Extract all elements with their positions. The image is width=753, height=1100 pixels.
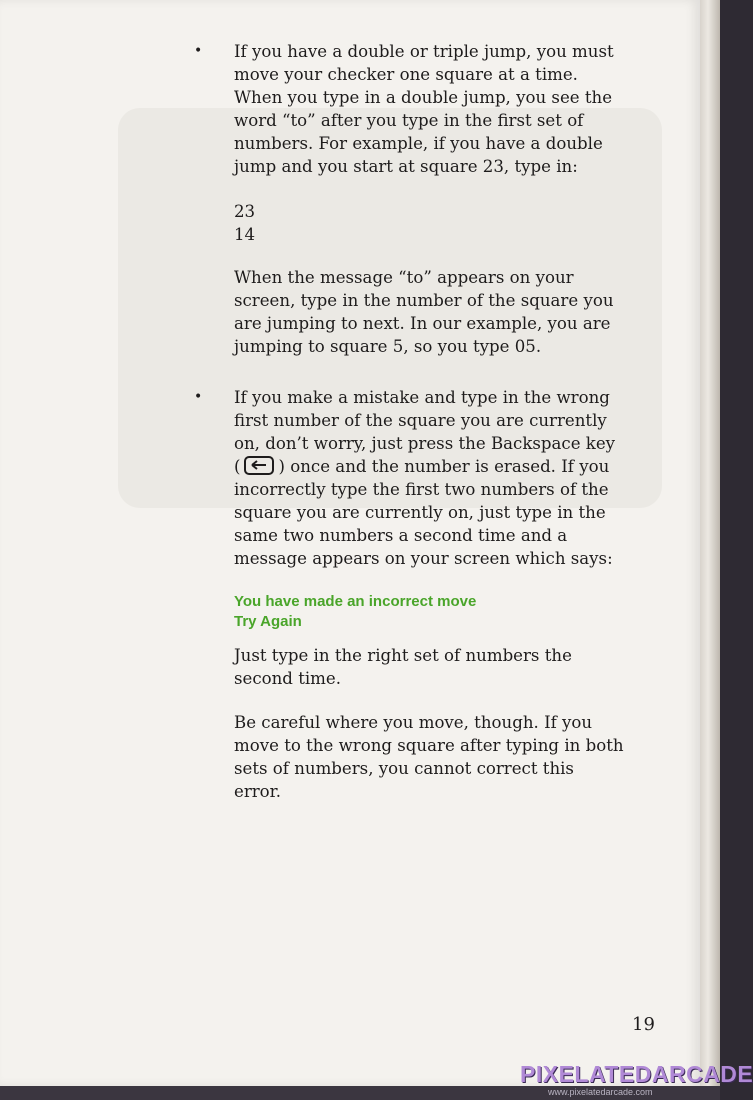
watermark-url: www.pixelatedarcade.com bbox=[548, 1087, 653, 1097]
mistake-text-before-key: If you make a mistake and type in the wrong first number of the square you are currently on, don’t worry, just press the Backspace key ( bbox=[234, 388, 616, 476]
warning-paragraph: Be careful where you move, though. If you move to the wrong square after typing in both sets of numbers, you cannot correct this error. bbox=[234, 713, 624, 801]
to-message-paragraph: When the message “to” appears on your screen, type in the number of the square you are jumping to next. In our example, you are jumping to square 5, so you type 05. bbox=[234, 268, 614, 356]
page-edge bbox=[700, 0, 720, 1086]
mistake-text-after-key: ) once and the number is erased. If you incorrectly type the first two numbers of the square you are currently on, just type in the same two numbers a second time and a message appears on your screen which says: bbox=[234, 457, 613, 568]
screen-message-line-1: You have made an incorrect move bbox=[234, 593, 477, 610]
example-numbers bbox=[234, 200, 654, 246]
bullet-marker: • bbox=[194, 389, 203, 405]
screen-message-line-2: Try Again bbox=[234, 613, 302, 630]
example-number-first: 23 bbox=[234, 202, 256, 221]
mistake-paragraph bbox=[234, 386, 654, 570]
bullet-double-jump bbox=[194, 40, 654, 358]
bullet-mistake bbox=[194, 386, 654, 803]
page-number: 19 bbox=[632, 1014, 655, 1035]
backspace-arrow-icon bbox=[244, 456, 274, 475]
page-content bbox=[194, 40, 654, 803]
watermark-brand: PIXELATEDARCADE bbox=[520, 1061, 753, 1087]
screen-message bbox=[234, 592, 654, 632]
double-jump-paragraph: If you have a double or triple jump, you must move your checker one square at a time. When you type in a double jump, you see the word “to” after you type in the first set of numbers. For example, if you have a double jump and you start at square 23, type in: bbox=[234, 42, 614, 176]
bullet-marker: • bbox=[194, 43, 203, 59]
followup-paragraph: Just type in the right set of numbers the second time. bbox=[234, 646, 572, 688]
example-number-second: 14 bbox=[234, 225, 256, 244]
